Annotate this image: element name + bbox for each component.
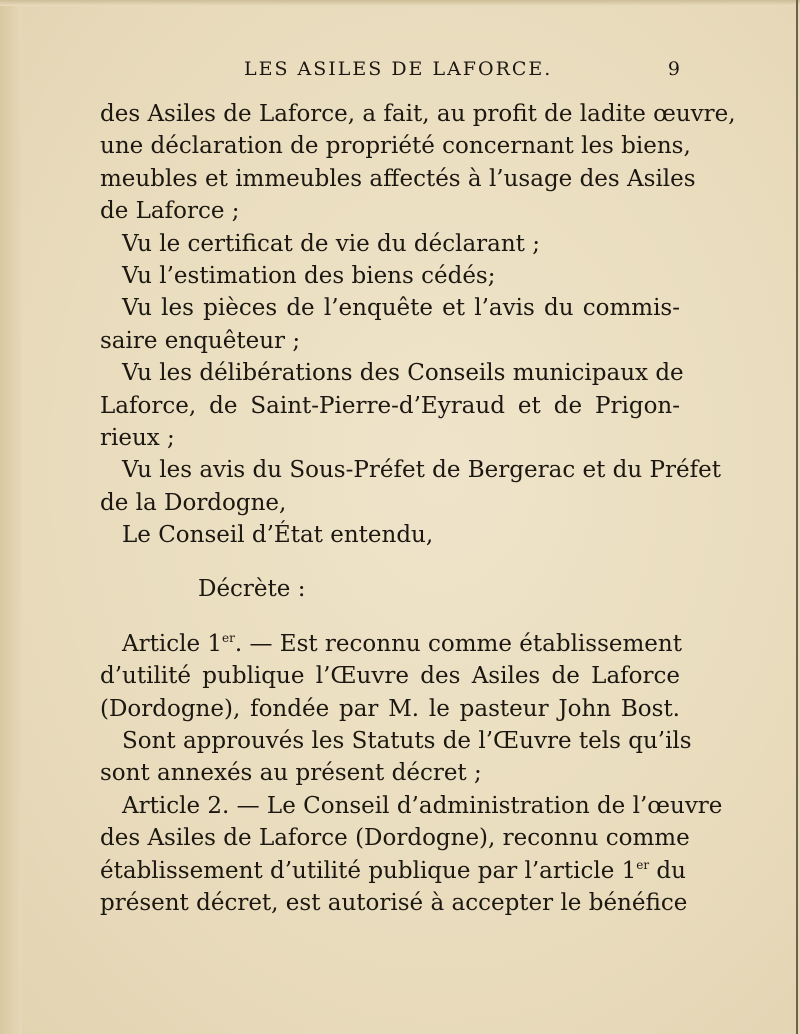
ordinal-superscript: er bbox=[222, 630, 235, 645]
text-line: Vu le certificat de vie du déclarant ; bbox=[122, 230, 540, 257]
text-line: sont annexés au présent décret ; bbox=[100, 760, 482, 787]
text-line: de Laforce ; bbox=[100, 198, 240, 225]
text-line: Vu les avis du Sous-Préfet de Bergerac et du Préfet bbox=[122, 457, 721, 484]
text-line: saire enquêteur ; bbox=[100, 327, 301, 354]
page-top-edge bbox=[0, 0, 800, 6]
text-line: Vu l’estimation des biens cédés; bbox=[122, 262, 496, 289]
text-line: Le Conseil d’État entendu, bbox=[122, 522, 434, 549]
text-line: d’utilité publique l’Œuvre des Asiles de Laforce bbox=[100, 663, 680, 690]
text-line: de la Dordogne, bbox=[100, 489, 287, 516]
text-line: Vu les pièces de l’enquête et l’avis du commis- bbox=[122, 295, 680, 322]
text-line: meubles et immeubles affectés à l’usage des Asiles bbox=[100, 165, 696, 192]
text-line: des Asiles de Laforce, a fait, au profit de ladite œuvre, bbox=[100, 101, 736, 127]
page-text bbox=[100, 98, 736, 919]
paragraph-gap bbox=[100, 606, 680, 628]
text-line: une déclaration de propriété concernant les biens, bbox=[100, 133, 691, 160]
text-line bbox=[100, 628, 680, 660]
text-line: Vu les délibérations des Conseils municipaux de bbox=[122, 360, 684, 387]
text-line: présent décret, est autorisé à accepter le bénéfice bbox=[100, 889, 688, 916]
text-line: des Asiles de Laforce (Dordogne), reconnu comme bbox=[100, 825, 690, 852]
text-segment: établissement d’utilité publique par l’article 1 bbox=[100, 857, 637, 884]
text-segment: . — Est reconnu comme établissement bbox=[234, 630, 682, 657]
text-line: Article 2. — Le Conseil d’administration de l’œuvre bbox=[122, 792, 723, 819]
page-right-edge bbox=[796, 0, 798, 1034]
ordinal-superscript: er bbox=[636, 857, 650, 872]
page-number: 9 bbox=[667, 58, 680, 80]
running-title: LES ASILES DE LAFORCE. bbox=[244, 58, 553, 80]
text-line: Sont approuvés les Statuts de l’Œuvre tels qu’ils bbox=[122, 728, 692, 755]
page-gutter bbox=[0, 0, 22, 1034]
article-label: Article 1 bbox=[122, 630, 222, 657]
text-line: (Dordogne), fondée par M. le pasteur John Bost. bbox=[100, 695, 680, 722]
text-line: Laforce, de Saint-Pierre-d’Eyraud et de Prigon- bbox=[100, 392, 680, 419]
text-line bbox=[100, 855, 686, 887]
text-line: rieux ; bbox=[100, 424, 175, 451]
decree-heading: Décrète : bbox=[198, 576, 306, 603]
running-header bbox=[100, 58, 680, 88]
paragraph-gap bbox=[100, 551, 680, 573]
text-segment: du bbox=[649, 857, 686, 884]
